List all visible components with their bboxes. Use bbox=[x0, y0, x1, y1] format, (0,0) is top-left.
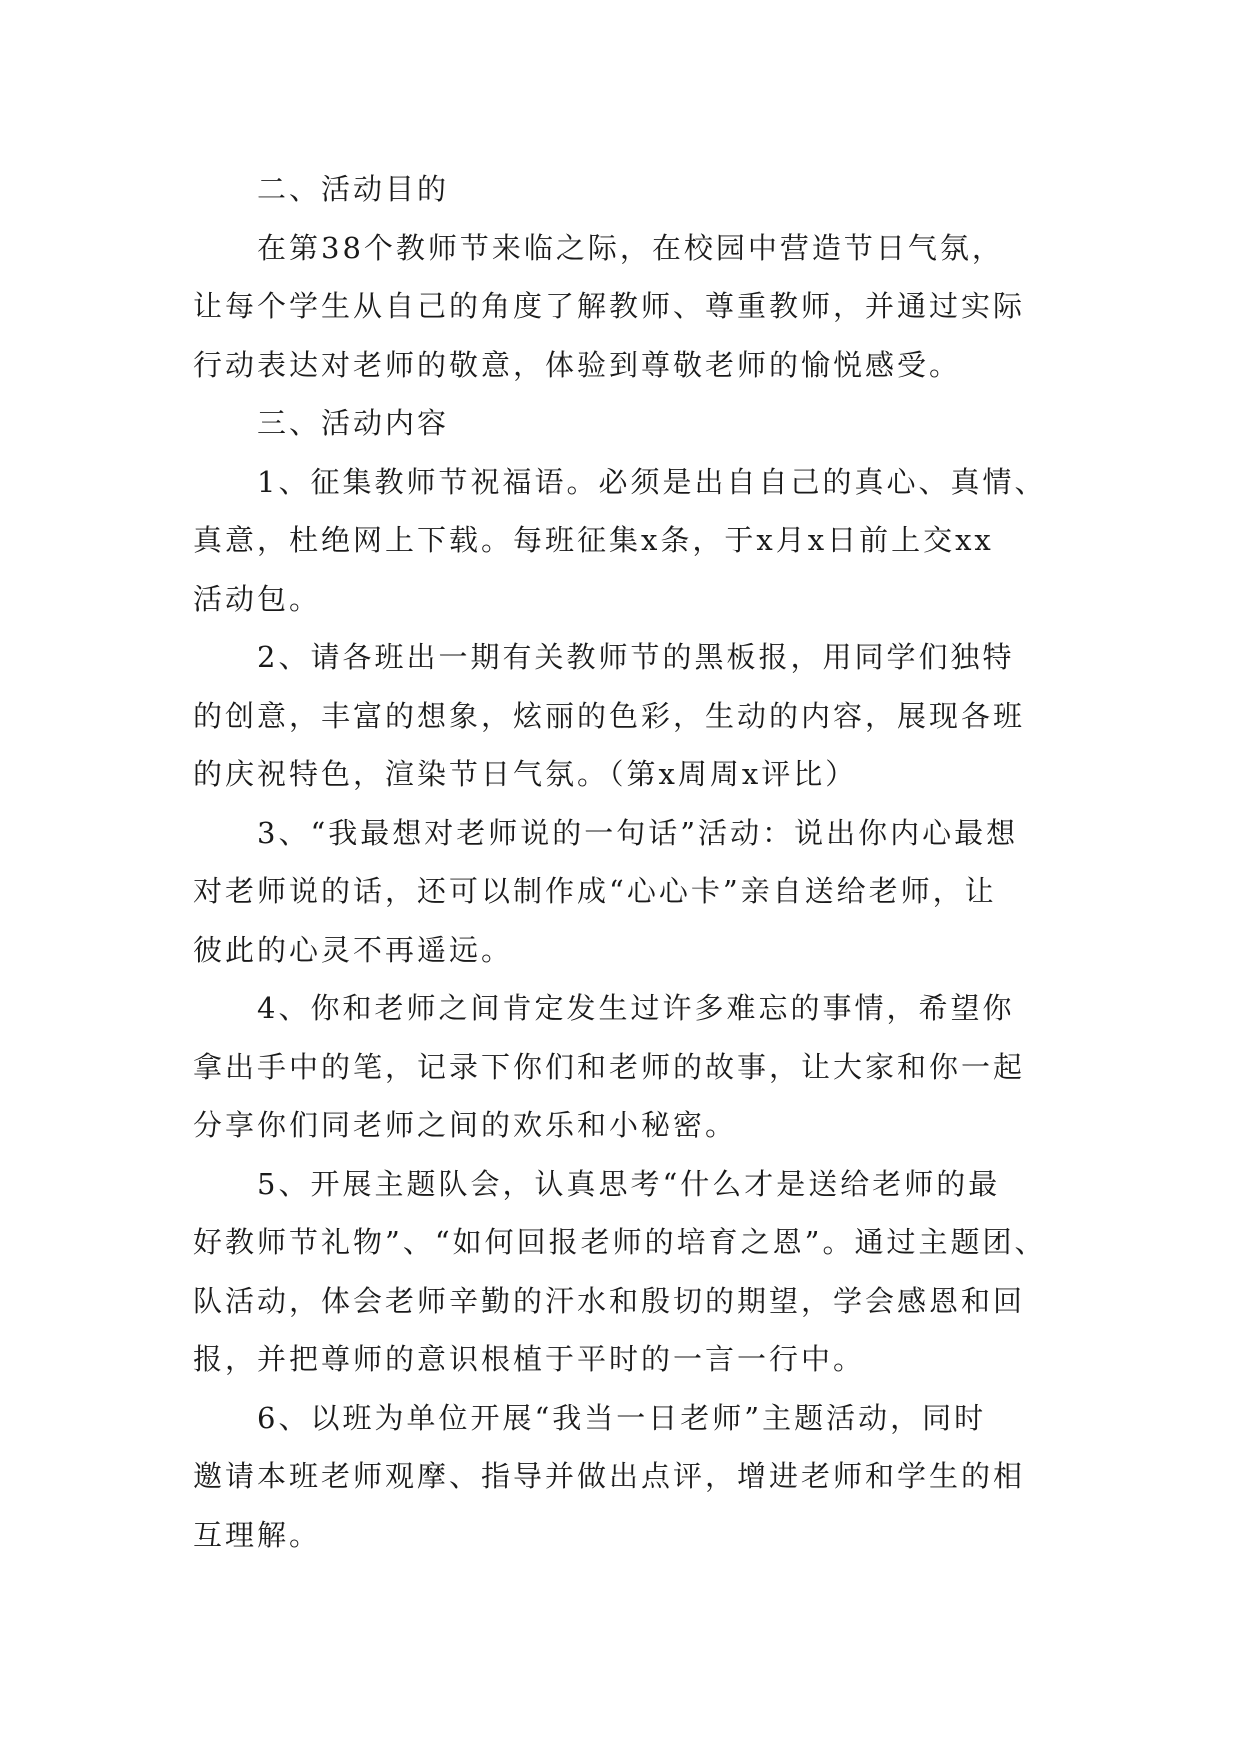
paragraph-line: 彼此的心灵不再遥远。 bbox=[193, 932, 514, 967]
heading-text: 三、活动内容 bbox=[257, 406, 450, 440]
paragraph-line: 让每个学生从自己的角度了解教师、尊重教师，并通过实际 bbox=[193, 289, 1026, 323]
paragraph-line: 拿出手中的笔，记录下你们和老师的故事，让大家和你一起 bbox=[193, 1049, 1026, 1084]
paragraph-line: 6、以班为单位开展“我当一日老师”主题活动，同时 bbox=[257, 1400, 987, 1435]
paragraph-line: 1、征集教师节祝福语。必须是出自自己的真心、真情、 bbox=[257, 464, 1047, 499]
paragraph bbox=[193, 1155, 1073, 1389]
paragraph-line: 活动包。 bbox=[193, 581, 322, 616]
paragraph-line: 4、你和老师之间肯定发生过许多难忘的事情，希望你 bbox=[257, 991, 1015, 1025]
section-heading bbox=[193, 160, 1073, 219]
paragraph-line: 互理解。 bbox=[193, 1517, 322, 1552]
paragraph-line: 5、开展主题队会，认真思考“什么才是送给老师的最 bbox=[257, 1166, 1001, 1201]
paragraph-line: 真意，杜绝网上下载。每班征集x条，于x月x日前上交xx bbox=[193, 523, 994, 557]
heading-text: 二、活动目的 bbox=[257, 172, 450, 206]
paragraph bbox=[193, 219, 1073, 395]
paragraph-line: 分享你们同老师之间的欢乐和小秘密。 bbox=[193, 1108, 738, 1142]
paragraph-line: 报，并把尊师的意识根植于平时的一言一行中。 bbox=[193, 1342, 866, 1376]
paragraph bbox=[193, 1389, 1073, 1565]
paragraph bbox=[193, 628, 1073, 804]
paragraph-line: 的创意，丰富的想象，炫丽的色彩，生动的内容，展现各班 bbox=[193, 698, 1026, 733]
document-body bbox=[193, 160, 1073, 1564]
paragraph-line: 队活动，体会老师辛勤的汗水和殷切的期望，学会感恩和回 bbox=[193, 1283, 1026, 1318]
paragraph-line: 好教师节礼物”、“如何回报老师的培育之恩”。通过主题团、 bbox=[193, 1225, 1047, 1259]
section-heading bbox=[193, 394, 1073, 453]
paragraph bbox=[193, 804, 1073, 980]
paragraph-line: 的庆祝特色，渲染节日气氛。（第x周周x评比） bbox=[193, 757, 858, 791]
paragraph-line: 3、“我最想对老师说的一句话”活动：说出你内心最想 bbox=[257, 815, 1019, 850]
paragraph-line: 邀请本班老师观摩、指导并做出点评，增进老师和学生的相 bbox=[193, 1459, 1026, 1493]
paragraph bbox=[193, 453, 1073, 629]
paragraph-line: 对老师说的话，还可以制作成“心心卡”亲自送给老师，让 bbox=[193, 874, 997, 908]
paragraph-line: 行动表达对老师的敬意，体验到尊敬老师的愉悦感受。 bbox=[193, 347, 962, 382]
paragraph bbox=[193, 979, 1073, 1155]
paragraph-line: 2、请各班出一期有关教师节的黑板报，用同学们独特 bbox=[257, 640, 1015, 674]
paragraph-line: 在第38个教师节来临之际，在校园中营造节日气氛， bbox=[257, 230, 1004, 265]
